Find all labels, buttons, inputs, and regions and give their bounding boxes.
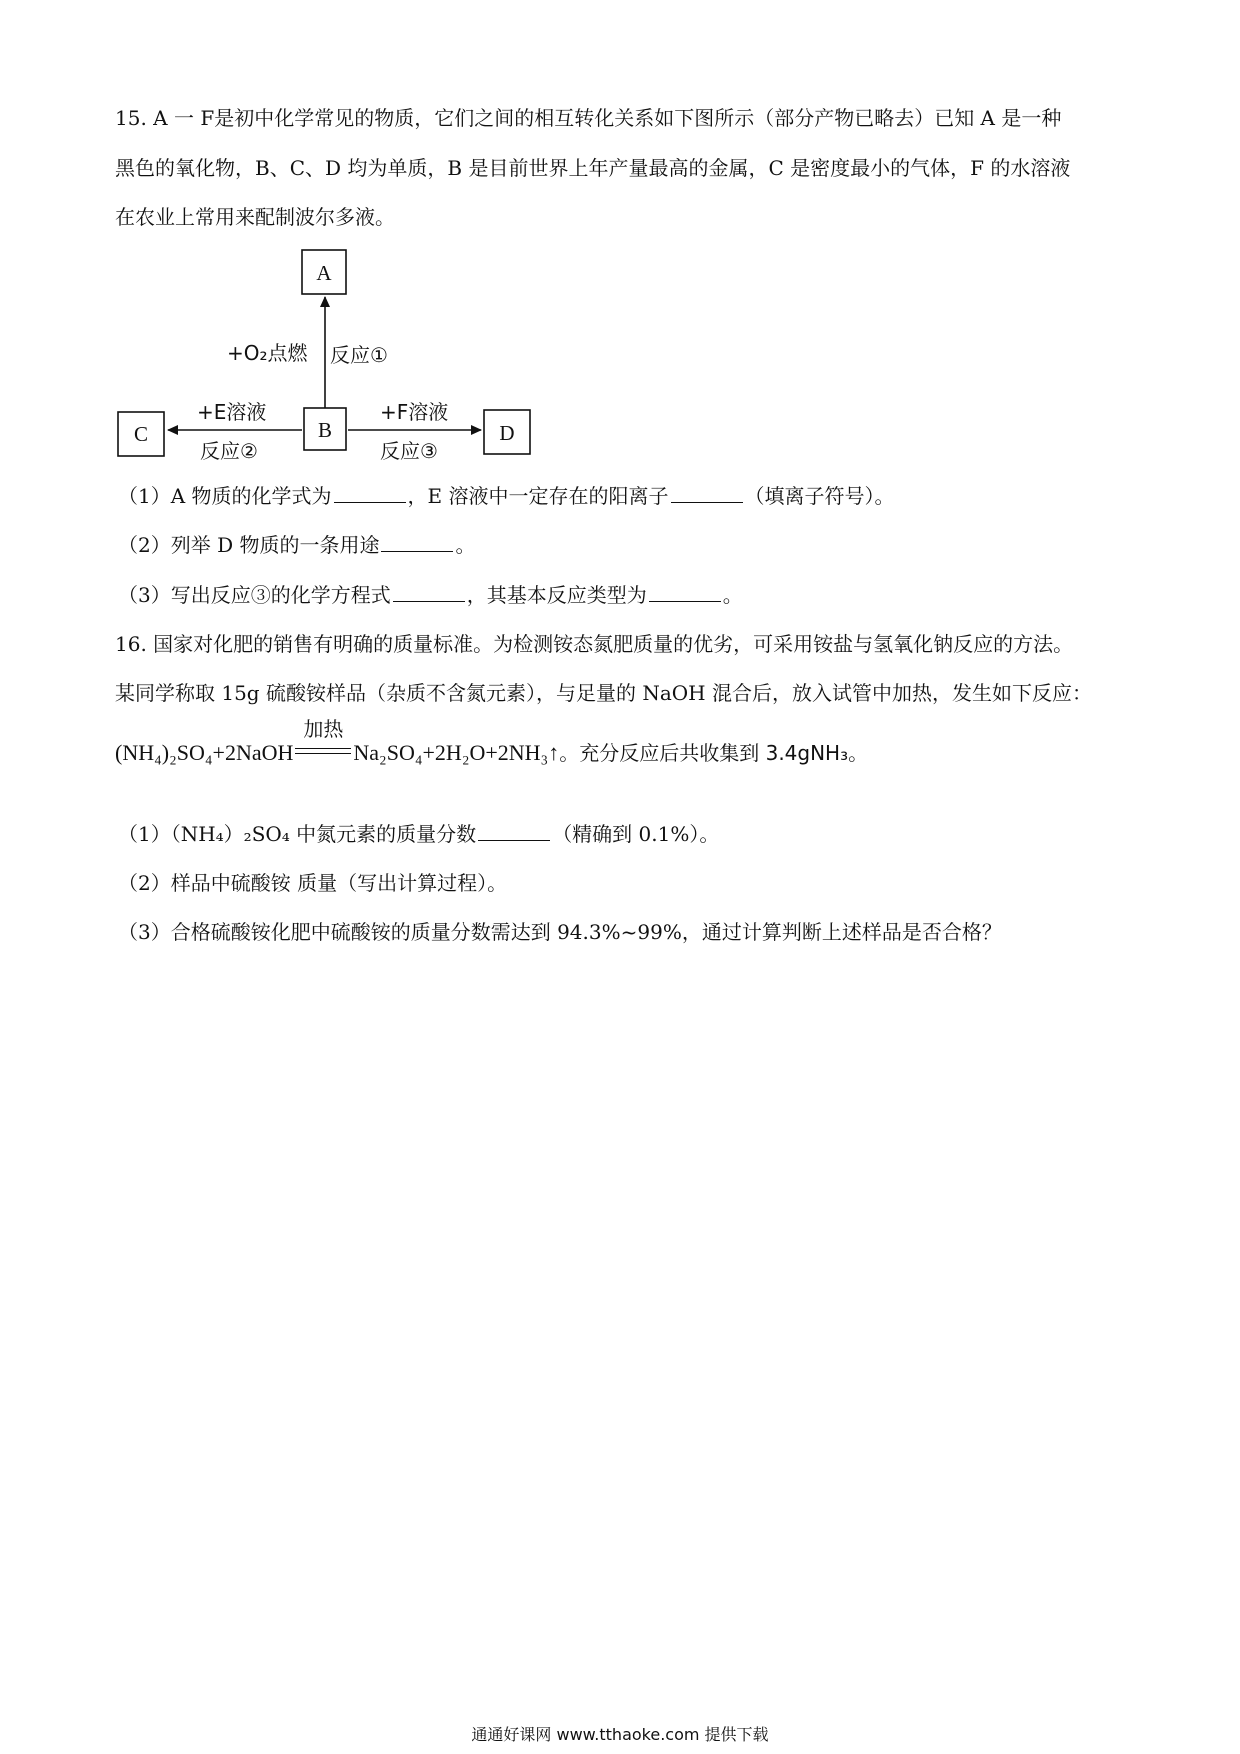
answer-blank-6[interactable]: [478, 820, 550, 841]
answer-blank-2[interactable]: [671, 482, 743, 503]
equation-tail: 。充分反应后共收集到 3.4gNH₃。: [559, 741, 869, 765]
q16-sub-1-suffix: （精确到 0.1%）。: [552, 822, 720, 846]
answer-blank-1[interactable]: [334, 482, 406, 503]
box-d-label: D: [499, 421, 515, 445]
q15-sub-1-suffix: （填离子符号）。: [744, 484, 895, 508]
up-reaction-label: 反应①: [330, 343, 388, 367]
q15-sub-3: [118, 581, 743, 609]
q15-sub-1-prefix: （1）A 物质的化学式为: [118, 484, 332, 508]
q16-sub-1-prefix: （1）（NH₄）₂SO₄ 中氮元素的质量分数: [118, 822, 477, 846]
q16-intro-line-1: 16. 国家对化肥的销售有明确的质量标准。为检测铵态氮肥质量的优劣，可采用铵盐与氢氧化钠反应的方法。: [115, 632, 1074, 656]
q15-sub-1: [118, 482, 895, 510]
q15-sub-3-mid: ，其基本反应类型为: [466, 583, 647, 607]
q15-intro-line-1: 15. A 一 F是初中化学常见的物质，它们之间的相互转化关系如下图所示（部分产物已略去）已知 A 是一种: [115, 106, 1062, 130]
q16-intro-line-2: 某同学称取 15g 硫酸铵样品（杂质不含氮元素），与足量的 NaOH 混合后，放入试管中加热，发生如下反应：: [115, 681, 1092, 705]
equation-condition-sign: [295, 717, 351, 760]
q15-sub-3-suffix: 。: [722, 583, 743, 607]
up-condition-label: +O₂点燃: [227, 341, 308, 365]
page-footer: 通通好课网 www.tthaoke.com 提供下载: [471, 1725, 769, 1744]
answer-blank-4[interactable]: [393, 581, 465, 602]
reaction-diagram: [0, 0, 1240, 470]
q15-sub-2-suffix: 。: [455, 533, 476, 557]
box-a-label: A: [316, 261, 332, 285]
answer-blank-3[interactable]: [381, 531, 453, 552]
equation-condition: 加热: [303, 717, 344, 741]
equation-lhs: (NH₄)₂SO₄+2NaOH: [115, 740, 294, 765]
box-b-label: B: [317, 418, 333, 442]
right-condition-label: +F溶液: [380, 400, 449, 424]
q15-sub-2-prefix: （2）列举 D 物质的一条用途: [118, 533, 380, 557]
q15-sub-3-prefix: （3）写出反应③的化学方程式: [118, 583, 391, 607]
box-c-label: C: [133, 422, 149, 446]
q16-sub-3: （3）合格硫酸铵化肥中硫酸铵的质量分数需达到 94.3%~99%，通过计算判断上述样品是否合格？: [118, 920, 1002, 944]
answer-blank-5[interactable]: [649, 581, 721, 602]
left-condition-label: +E溶液: [197, 400, 267, 424]
q16-sub-1: [118, 820, 719, 848]
equation-rhs: Na₂SO₄+2H₂O+2NH₃↑: [353, 740, 560, 765]
q16-sub-2: （2）样品中硫酸铵 质量（写出计算过程）。: [118, 871, 508, 895]
q15-sub-1-mid: ，E 溶液中一定存在的阳离子: [407, 484, 669, 508]
q16-equation: [115, 717, 869, 768]
q15-intro-line-3: 在农业上常用来配制波尔多液。: [115, 205, 395, 229]
q15-intro-line-2: 黑色的氧化物，B、C、D 均为单质，B 是目前世界上年产量最高的金属，C 是密度最小的气体，F 的水溶液: [115, 156, 1071, 180]
right-reaction-label: 反应③: [380, 439, 438, 463]
q15-sub-2: [118, 531, 475, 559]
left-reaction-label: 反应②: [200, 439, 258, 463]
